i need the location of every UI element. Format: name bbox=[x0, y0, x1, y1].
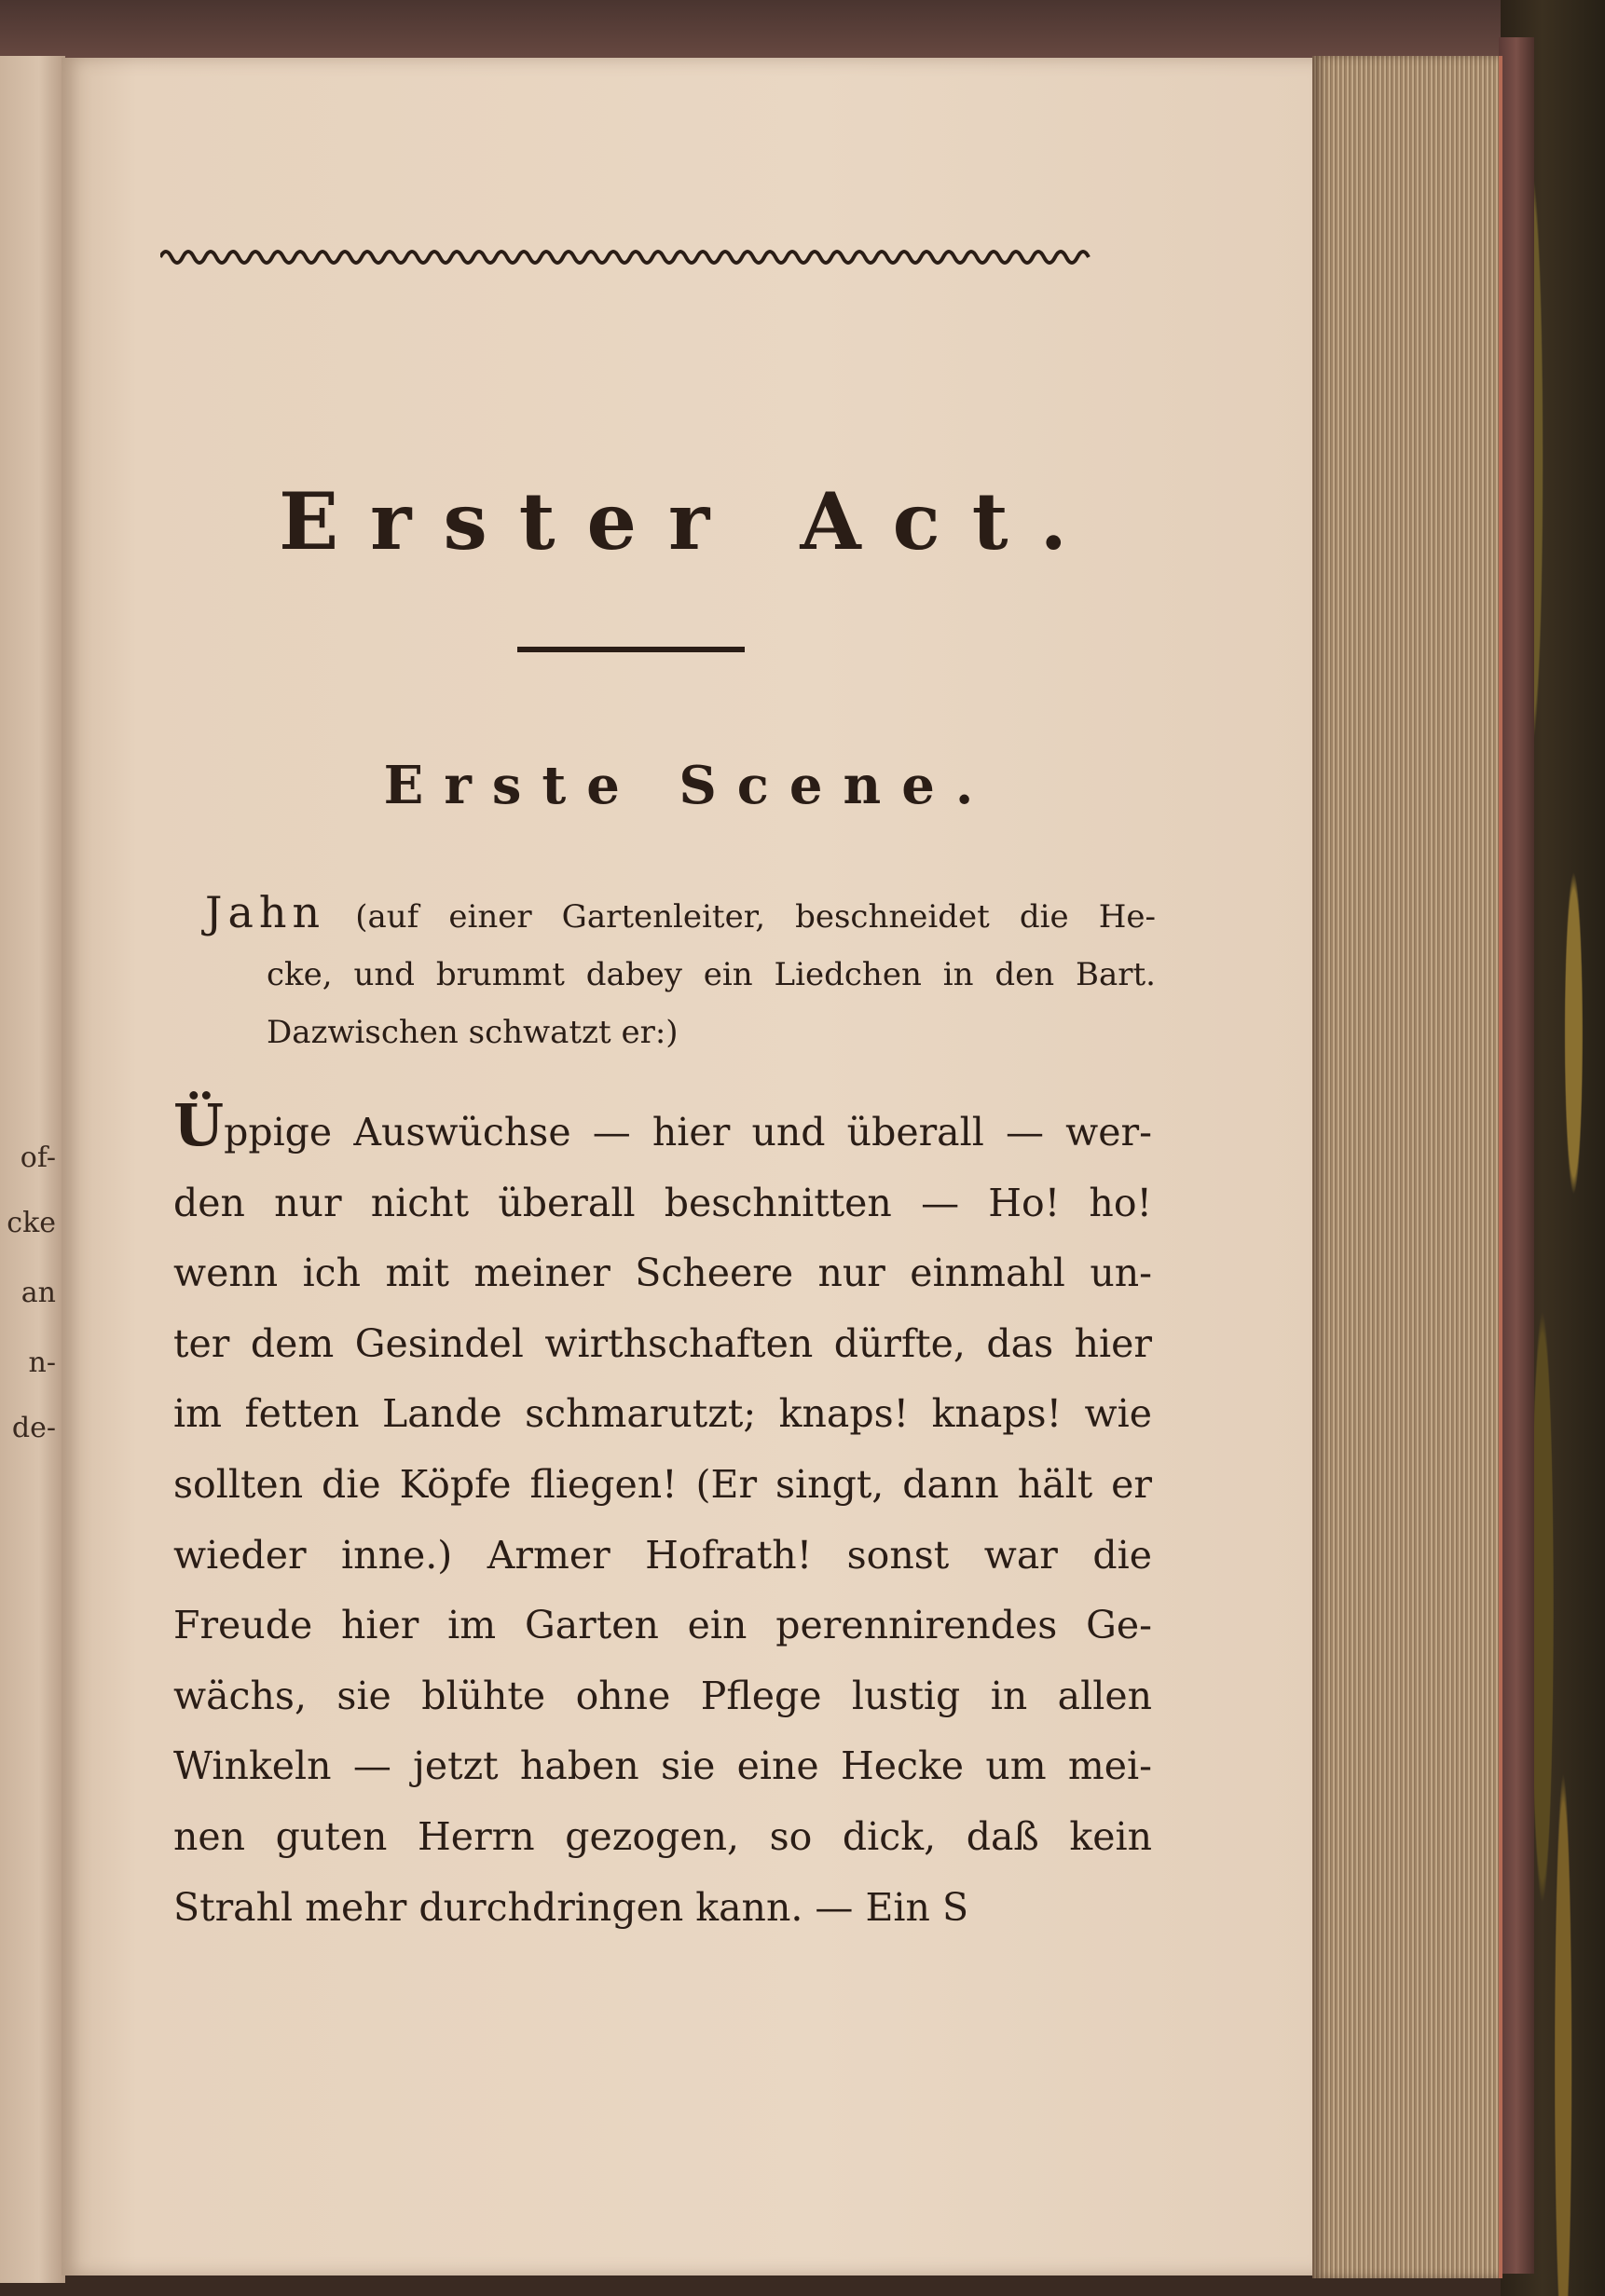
text-line: Strahl mehr durchdringen kann. — Ein S bbox=[173, 1884, 969, 1930]
stage-direction-line bbox=[205, 883, 1156, 946]
previous-page-fragment: n- bbox=[28, 1346, 56, 1379]
ornamental-rule bbox=[160, 244, 1094, 270]
previous-page-fragment: of- bbox=[20, 1141, 56, 1174]
text-line: sollten die Köpfe fliegen! (Er singt, dann hält er bbox=[173, 1461, 1152, 1507]
title-rule bbox=[517, 647, 745, 652]
text-line: nen guten Herrn gezogen, so dick, daß kein bbox=[173, 1813, 1152, 1859]
dialogue-text bbox=[173, 1090, 1152, 1943]
text-line: wenn ich mit meiner Scheere nur einmahl un- bbox=[173, 1250, 1152, 1296]
page-edges bbox=[1312, 56, 1502, 2278]
text-line: wächs, sie blühte ohne Pflege lustig in allen bbox=[173, 1673, 1152, 1718]
text-line: Winkeln — jetzt haben sie eine Hecke um mei- bbox=[173, 1743, 1152, 1789]
previous-page-fragment: an bbox=[21, 1277, 56, 1309]
stage-direction-text: (auf einer Gartenleiter, beschneidet die He- bbox=[355, 898, 1156, 936]
stage-direction-line: cke, und brummt dabey ein Liedchen in den Bart. bbox=[267, 956, 1156, 993]
text-line: wieder inne.) Armer Hofrath! sonst war die bbox=[173, 1532, 1152, 1578]
text-line: im fetten Lande schmarutzt; knaps! knaps! wie bbox=[173, 1391, 1152, 1437]
text-line: Freude hier im Garten ein perennirendes Ge- bbox=[173, 1603, 1152, 1648]
previous-page bbox=[0, 56, 65, 2283]
text-line: den nur nicht überall beschnitten — Ho! ho! bbox=[173, 1180, 1152, 1225]
act-title: Erster Act. bbox=[279, 475, 1099, 567]
scene-title: Erste Scene. bbox=[383, 755, 995, 816]
stage-direction bbox=[205, 883, 1156, 1061]
previous-page-fragment: de- bbox=[11, 1412, 56, 1444]
previous-page-fragment: cke bbox=[7, 1207, 56, 1239]
stage-direction-line: Dazwischen schwatzt er:) bbox=[267, 1014, 679, 1051]
text-line: ter dem Gesindel wirthschaften dürfte, das hier bbox=[173, 1320, 1152, 1366]
text-line: Üppige Auswüchse — hier und überall — wer- bbox=[173, 1091, 1152, 1159]
character-name: Jahn bbox=[205, 887, 326, 937]
cover-edge bbox=[1499, 37, 1534, 2274]
